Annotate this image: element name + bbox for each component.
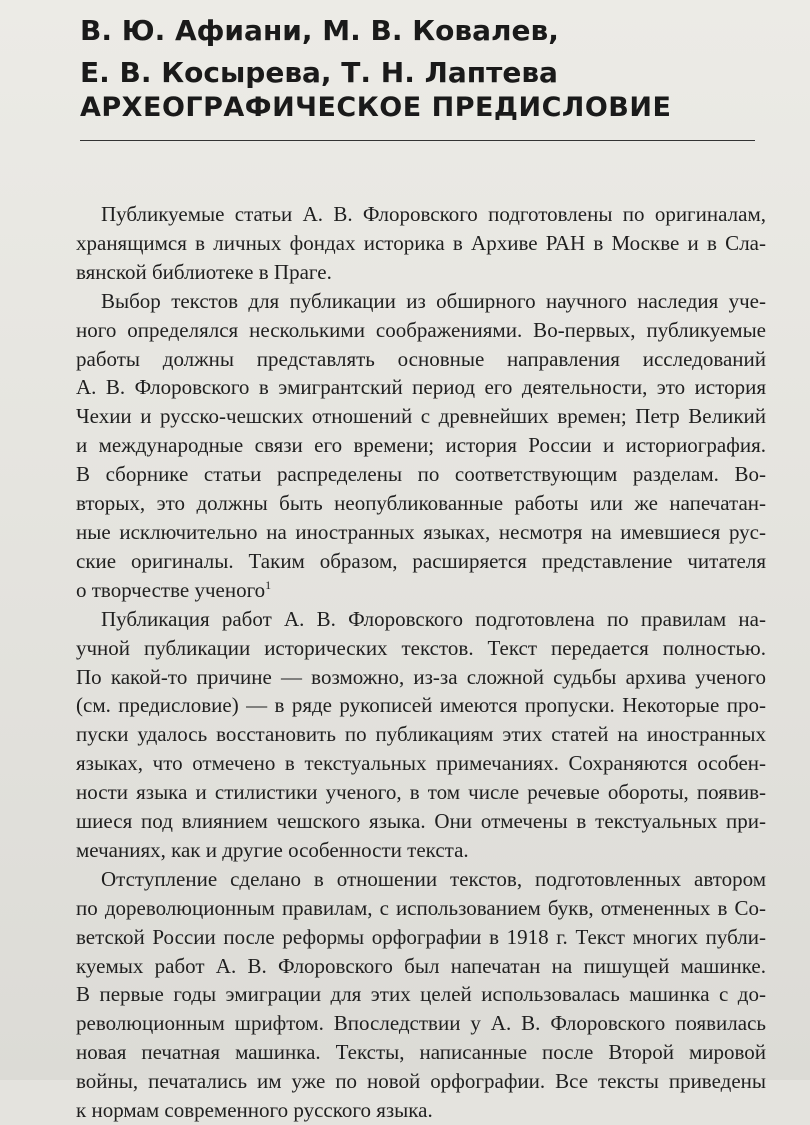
authors-line: Е. В. Косырева, Т. Н. Лаптева: [80, 56, 558, 89]
text-line: революционным шрифтом. Впоследствии у А. В. Флоровского появилась: [76, 1011, 766, 1036]
paragraph: [76, 605, 766, 865]
body-text: [76, 200, 766, 1125]
text-line: ные исключительно на иностранных языках, несмотря на имевшиеся рус-: [76, 519, 766, 544]
paragraph: [76, 865, 766, 1125]
text-line: мечаниях, как и другие особенности текста.: [76, 837, 469, 862]
text-line: к нормам современного русского языка.: [76, 1098, 433, 1123]
title-rule: [80, 140, 755, 141]
text-line: вторых, это должны быть неопубликованные работы или же напечатан-: [76, 491, 766, 516]
text-line: Публикация работ А. В. Флоровского подготовлена по правилам на-: [101, 606, 766, 631]
text-line: А. В. Флоровского в эмигрантский период его деятельности, это история: [76, 375, 766, 400]
text-line: ности языка и стилистики ученого, в том числе речевые обороты, появив-: [76, 780, 766, 805]
text-line: Чехии и русско-чешских отношений с древнейших времен; Петр Великий: [76, 404, 766, 429]
footnote-marker: 1: [265, 577, 272, 592]
text-line: (см. предисловие) — в ряде рукописей имеются пропуски. Некоторые про-: [76, 693, 766, 718]
section-title: АРХЕОГРАФИЧЕСКОЕ ПРЕДИСЛОВИЕ: [80, 92, 672, 123]
text-line: хранящимся в личных фондах историка в Архиве РАН в Москве и в Сла-: [76, 230, 766, 255]
authors-line: В. Ю. Афиани, М. В. Ковалев,: [80, 14, 559, 47]
text-line: ветской России после реформы орфографии в 1918 г. Текст многих публи-: [76, 924, 766, 949]
text-line: вянской библиотеке в Праге.: [76, 259, 332, 284]
text-line: языках, что отмечено в текстуальных примечаниях. Сохраняются особен-: [76, 751, 766, 776]
text-line: по дореволюционным правилам, с использованием букв, отмененных в Со-: [76, 895, 766, 920]
text-line: пуски удалось восстановить по публикациям этих статей на иностранных: [76, 722, 766, 747]
paragraph: [76, 200, 766, 287]
text-line: и международные связи его времени; история России и историография.: [76, 433, 766, 458]
text-line: войны, печатались им уже по новой орфографии. Все тексты приведены: [76, 1069, 766, 1094]
text-line: шиеся под влиянием чешского языка. Они отмечены в текстуальных при-: [76, 809, 766, 834]
text-line: В первые годы эмиграции для этих целей использовалась машинка с до-: [76, 982, 766, 1007]
text-line: новая печатная машинка. Тексты, написанные после Второй мировой: [76, 1040, 766, 1065]
text-line: ские оригиналы. Таким образом, расширяется представление читателя: [76, 548, 766, 573]
authors-block: [80, 10, 559, 94]
text-line: По какой-то причине — возможно, из-за сложной судьбы архива ученого: [76, 664, 766, 689]
text-line: ного определялся несколькими соображениями. Во-первых, публикуемые: [76, 317, 766, 342]
text-line: Выбор текстов для публикации из обширного научного наследия уче-: [101, 288, 766, 313]
text-line: В сборнике статьи распределены по соответствующим разделам. Во-: [76, 462, 766, 487]
paragraph: [76, 287, 766, 605]
text-line: о творчестве ученого$^1$: [76, 577, 272, 602]
text-line: куемых работ А. В. Флоровского был напечатан на пишущей машинке.: [76, 953, 766, 978]
text-line: работы должны представлять основные направления исследований: [76, 346, 766, 371]
text-line: Отступление сделано в отношении текстов, подготовленных автором: [101, 866, 766, 891]
text-line: учной публикации исторических текстов. Текст передается полностью.: [76, 635, 766, 660]
text-line: Публикуемые статьи А. В. Флоровского подготовлены по оригиналам,: [101, 202, 766, 226]
